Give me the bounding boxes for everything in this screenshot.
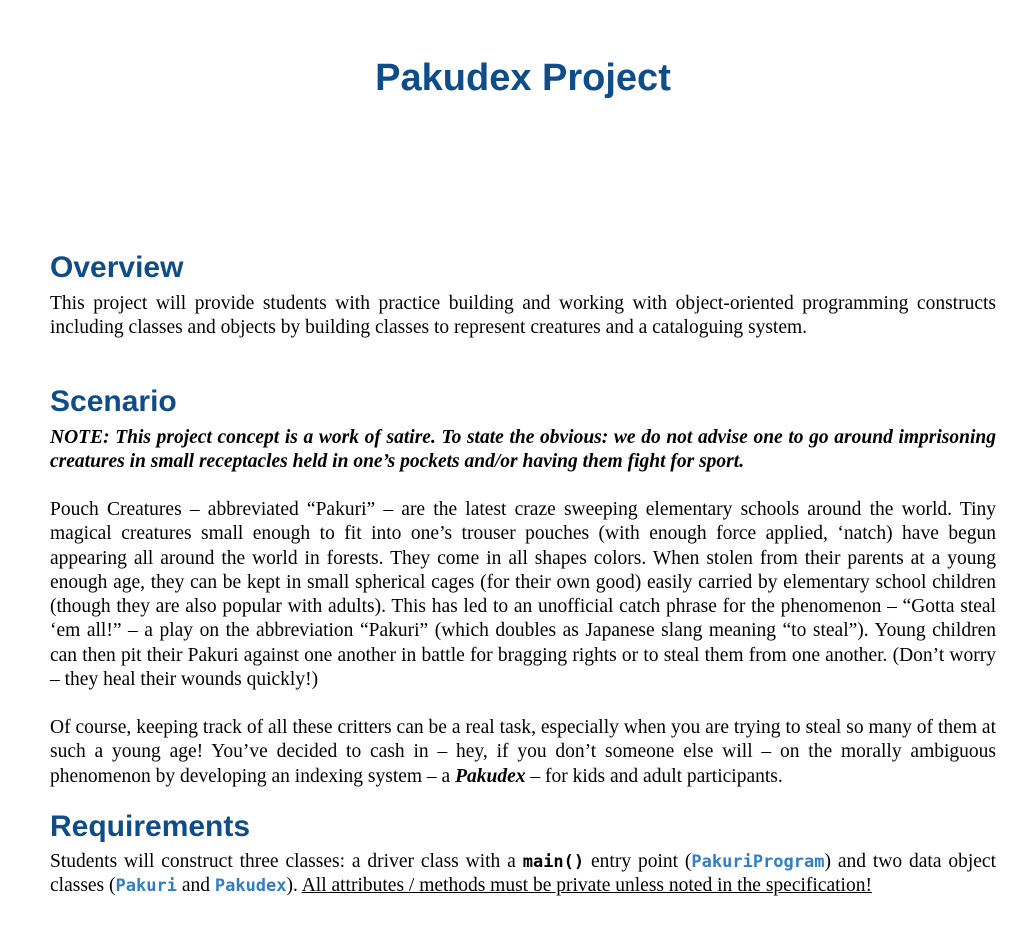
requirements-paragraph: [50, 850, 996, 899]
requirements-text-4: and: [176, 875, 215, 897]
page-title: Pakudex Project: [375, 57, 671, 99]
code-pakudex: Pakudex: [214, 876, 287, 897]
scenario-paragraph-2-end: – for kids and adult participants.: [525, 765, 783, 787]
scenario-paragraph-2-text: Of course, keeping track of all these critters can be a real task, especially when you are trying to steal so many of them at such a young age! You’ve decided to cash in – hey, if you don’t someone else will – on the morally ambiguous phenomenon by developing an indexing system – a: [50, 717, 996, 787]
scenario-paragraph-2: [50, 716, 996, 789]
code-pakuri: Pakuri: [115, 876, 177, 897]
requirements-text-1: Students will construct three classes: a driver class with a: [50, 851, 523, 872]
document-page: [50, 0, 996, 928]
pakudex-emphasis: Pakudex: [455, 765, 526, 787]
requirements-text-3: ) and two data object classes (: [50, 851, 997, 897]
requirements-heading: Requirements: [50, 810, 251, 843]
overview-paragraph: This project will provide students with practice building and working with object-oriented programming constructs including classes and objects by building classes to represent creatures and a cataloguing system.: [50, 293, 996, 339]
code-pakuri-program: PakuriProgram: [691, 852, 825, 872]
private-requirement-note: All attributes / methods must be private unless noted in the specification!: [301, 875, 872, 897]
requirements-text-5: ).: [286, 875, 302, 897]
code-main: main(): [522, 852, 585, 872]
requirements-text-2: entry point (: [584, 851, 692, 872]
scenario-paragraph-1: Pouch Creatures – abbreviated “Pakuri” – are the latest craze sweeping elementary schools around the world. Tiny magical creatures small enough to fit into one’s trouser pouches (with enough force applied, ‘natch) have begun appearing all around the world in forests. They come in all shapes colors. When stolen from their parents at a young enough age, they can be kept in small spherical cages (for their own good) easily carried by elementary school children (though they are also popular with adults). This has led to an unofficial catch phrase for the phenomenon – “Gotta steal ‘em all!” – a play on the abbreviation “Pakuri” (which doubles as Japanese slang meaning “to steal”). Young children can then pit their Pakuri against one another in battle for bragging rights or to steal them from one another. (Don’t worry – they heal their wounds quickly!): [50, 499, 996, 691]
scenario-heading: Scenario: [50, 385, 177, 418]
satire-note: NOTE: This project concept is a work of satire. To state the obvious: we do not advise one to go around imprisoning creatures in small receptacles held in one’s pockets and/or having them fight for sport.: [50, 427, 996, 473]
overview-heading: Overview: [50, 251, 184, 284]
